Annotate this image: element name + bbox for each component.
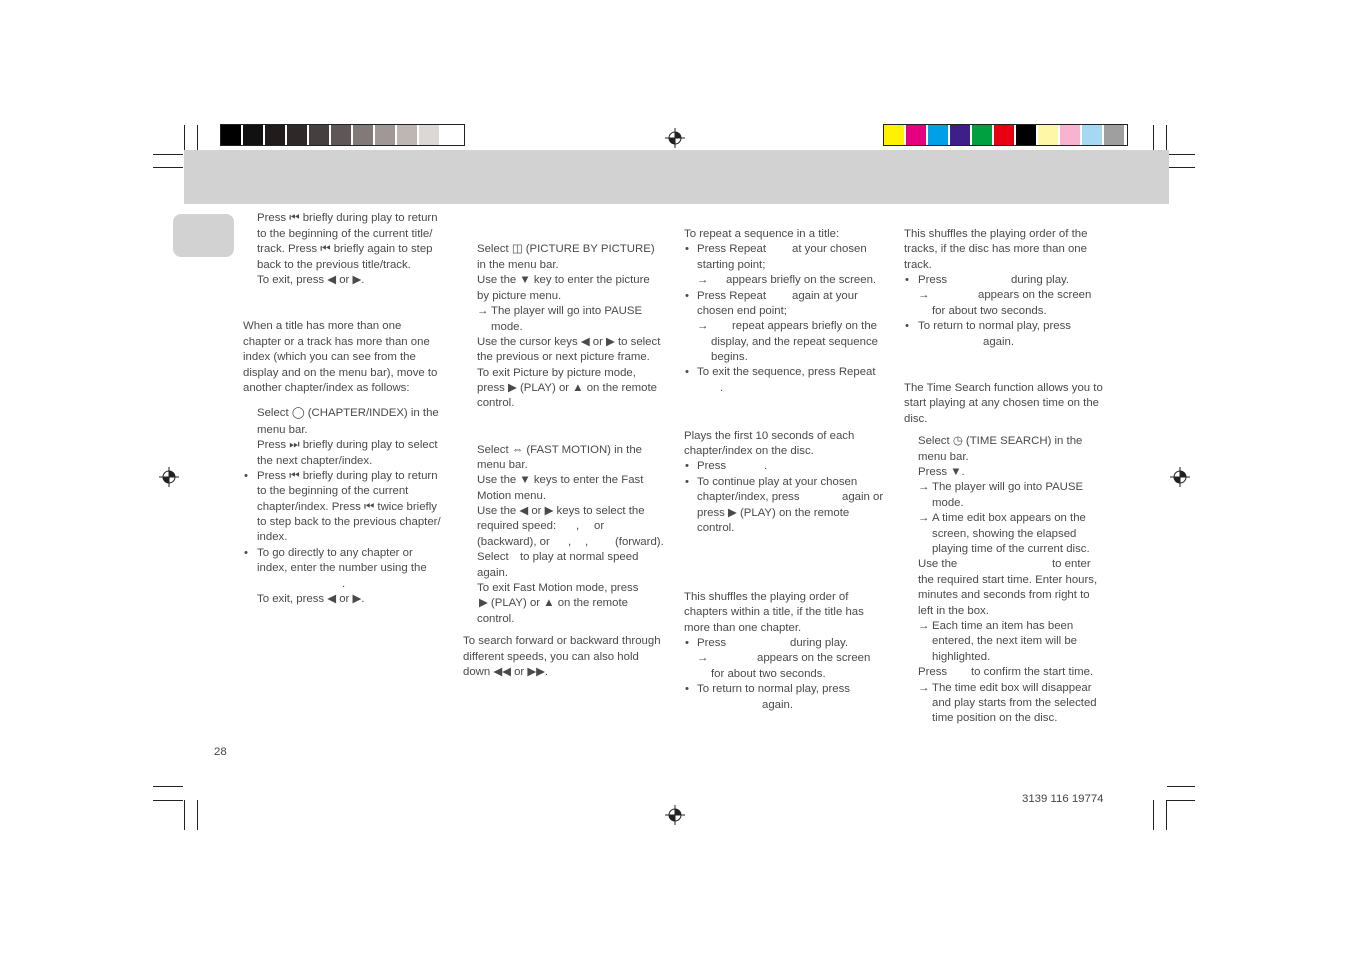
document-code: 3139 116 19774	[1022, 793, 1104, 805]
crop-mark	[153, 154, 183, 155]
crop-mark	[1153, 800, 1154, 830]
bullet: •	[685, 243, 689, 255]
text-line: Press	[697, 637, 727, 649]
text-line: Press Repeat	[697, 290, 767, 302]
registration-mark-icon	[159, 467, 179, 487]
text-line: To exit, press ◀ or ▶.	[257, 274, 365, 286]
text-line: again or	[842, 491, 884, 503]
text-line: the previous or next picture frame.	[477, 351, 650, 363]
text-line: display and on the menu bar), move to	[243, 367, 438, 379]
color-swatch	[1060, 125, 1080, 145]
text-line: .	[720, 382, 724, 394]
text-line: entered, the next item will be	[932, 635, 1077, 647]
text-line: begins.	[711, 351, 748, 363]
text-line: highlighted.	[932, 651, 991, 663]
text-line: (forward).	[615, 536, 664, 548]
text-line: Press ⏭ briefly during play to select	[257, 439, 438, 451]
text-line: menu bar.	[257, 424, 308, 436]
text-line: appears on the screen	[978, 289, 1092, 301]
text-line: Press	[918, 666, 948, 678]
bullet: •	[244, 547, 248, 559]
text-line: to play at normal speed	[520, 551, 639, 563]
color-swatch	[1016, 125, 1036, 145]
text-line: The time edit box will disappear	[932, 682, 1092, 694]
text-line: ,	[576, 520, 580, 532]
text-line: to the beginning of the current	[257, 485, 409, 497]
color-swatch	[906, 125, 926, 145]
text-line: for about two seconds.	[932, 305, 1047, 317]
text-line: mode.	[491, 321, 523, 333]
text-line: another chapter/index as follows:	[243, 382, 410, 394]
bullet: •	[685, 366, 689, 378]
text-line: Each time an item has been	[932, 620, 1074, 632]
text-line: Press ▼.	[918, 466, 965, 478]
text-line: press ▶ (PLAY) or ▲ on the remote	[477, 382, 657, 394]
text-line: to step back to the previous chapter/	[257, 516, 441, 528]
bullet: •	[685, 637, 689, 649]
text-line: more than one chapter.	[684, 622, 802, 634]
bullet: •	[905, 320, 909, 332]
text-line: during play.	[1011, 274, 1070, 286]
text-line: Use the ▼ keys to enter the Fast	[477, 474, 644, 486]
arrow-icon: →	[918, 289, 930, 301]
text-line: Motion menu.	[477, 490, 547, 502]
arrow-icon: →	[697, 652, 709, 664]
color-swatch	[994, 125, 1014, 145]
text-line: different speeds, you can also hold	[463, 651, 639, 663]
registration-mark-icon	[665, 128, 685, 148]
text-line: To return to normal play, press	[918, 320, 1071, 332]
text-line: track. Press ⏮ briefly again to step	[257, 243, 433, 255]
color-swatch	[287, 125, 307, 145]
text-line: to the beginning of the current title/	[257, 228, 433, 240]
text-line: repeat appears briefly on the	[732, 320, 878, 332]
arrow-icon: →	[918, 512, 930, 524]
text-line: menu bar.	[918, 451, 969, 463]
color-swatch	[441, 125, 461, 145]
text-line: tracks, if the disc has more than one	[904, 243, 1087, 255]
text-line: Select ◫ (PICTURE BY PICTURE)	[477, 243, 655, 255]
text-line: again at your	[792, 290, 858, 302]
color-swatch	[1038, 125, 1058, 145]
text-line: screen, showing the elapsed	[932, 528, 1077, 540]
language-tab	[173, 214, 234, 257]
color-swatch	[972, 125, 992, 145]
arrow-icon: →	[918, 620, 930, 632]
text-line: To exit Fast Motion mode, press	[477, 582, 639, 594]
crop-mark	[184, 800, 185, 830]
text-line: left in the box.	[918, 605, 989, 617]
color-swatch	[1104, 125, 1124, 145]
text-line: by picture menu.	[477, 290, 562, 302]
crop-mark	[1167, 167, 1195, 168]
arrow-icon: →	[918, 481, 930, 493]
text-line: appears on the screen	[757, 652, 871, 664]
text-line: to confirm the start time.	[971, 666, 1094, 678]
crop-mark	[153, 800, 183, 801]
text-line: Press	[697, 460, 727, 472]
text-line: display, and the repeat sequence	[711, 336, 878, 348]
text-line: ▶ (PLAY) or ▲ on the remote	[479, 597, 628, 609]
text-line: the next chapter/index.	[257, 455, 373, 467]
header-band	[184, 150, 1169, 204]
color-swatch	[928, 125, 948, 145]
text-line: chapters within a title, if the title has	[684, 606, 864, 618]
bullet: •	[685, 290, 689, 302]
text-line: Use the cursor keys ◀ or ▶ to select	[477, 336, 661, 348]
bullet: •	[905, 274, 909, 286]
text-line: control.	[477, 613, 515, 625]
bullet: •	[685, 476, 689, 488]
text-line: To repeat a sequence in a title:	[684, 228, 840, 240]
text-line: to enter	[1052, 558, 1091, 570]
text-line: Select ⇔ (FAST MOTION) in the	[477, 444, 642, 456]
crop-mark	[1167, 786, 1195, 787]
text-line: at your chosen	[792, 243, 867, 255]
text-line: index (which you can see from the	[243, 351, 416, 363]
bullet: •	[685, 460, 689, 472]
text-line: chapter/index, press	[697, 491, 800, 503]
arrow-icon: →	[477, 305, 489, 317]
text-line: required speed:	[477, 520, 557, 532]
text-line: appears briefly on the screen.	[726, 274, 877, 286]
text-line: chapter or a track has more than one	[243, 336, 430, 348]
color-swatch	[353, 125, 373, 145]
color-swatch	[331, 125, 351, 145]
text-line: To search forward or backward through	[463, 635, 661, 647]
registration-mark-icon	[1170, 467, 1190, 487]
text-line: the required start time. Enter hours,	[918, 574, 1098, 586]
text-line: When a title has more than one	[243, 320, 402, 332]
color-swatch	[265, 125, 285, 145]
text-line: This shuffles the playing order of	[684, 591, 849, 603]
text-line: The player will go into PAUSE	[491, 305, 643, 317]
bullet: •	[244, 470, 248, 482]
text-line: Select	[477, 551, 509, 563]
color-swatch	[397, 125, 417, 145]
text-line: track.	[904, 259, 932, 271]
arrow-icon: →	[697, 274, 709, 286]
arrow-icon: →	[697, 320, 709, 332]
text-line: again.	[477, 567, 509, 579]
text-line: (backward), or	[477, 536, 550, 548]
text-line: disc.	[904, 413, 928, 425]
text-line: back to the previous title/track.	[257, 259, 411, 271]
color-swatch	[375, 125, 395, 145]
text-line: To exit the sequence, press Repeat	[697, 366, 876, 378]
text-line: ,	[585, 536, 589, 548]
text-line: A time edit box appears on the	[932, 512, 1086, 524]
page-number: 28	[214, 746, 227, 758]
text-line: minutes and seconds from right to	[918, 589, 1090, 601]
text-line: To exit, press ◀ or ▶.	[257, 593, 365, 605]
text-line: control.	[697, 522, 735, 534]
text-line: playing time of the current disc.	[932, 543, 1090, 555]
text-line: .	[764, 460, 768, 472]
text-line: control.	[477, 397, 515, 409]
registration-mark-icon	[665, 805, 685, 825]
color-swatch	[419, 125, 439, 145]
text-line: Press ⏮ briefly during play to return	[257, 212, 438, 224]
text-line: Press ⏮ briefly during play to return	[257, 470, 438, 482]
text-line: Use the ◀ or ▶ keys to select the	[477, 505, 645, 517]
text-line: This shuffles the playing order of the	[904, 228, 1088, 240]
crop-mark	[153, 167, 183, 168]
color-swatch	[884, 125, 904, 145]
color-swatch	[950, 125, 970, 145]
text-line: Use the ▼ key to enter the picture	[477, 274, 650, 286]
text-line: press ▶ (PLAY) on the remote	[697, 507, 850, 519]
color-swatch	[1082, 125, 1102, 145]
text-line: .	[342, 578, 346, 590]
text-line: Select ◷ (TIME SEARCH) in the	[918, 435, 1083, 447]
text-line: starting point;	[697, 259, 766, 271]
bullet: •	[685, 683, 689, 695]
text-line: To exit Picture by picture mode,	[477, 367, 636, 379]
crop-mark	[153, 786, 183, 787]
text-line: index, enter the number using the	[257, 562, 427, 574]
text-line: in the menu bar.	[477, 259, 559, 271]
text-line: chapter/index. Press ⏮ twice briefly	[257, 501, 437, 513]
text-line: for about two seconds.	[711, 668, 826, 680]
text-line: chosen end point;	[697, 305, 787, 317]
text-line: start playing at any chosen time on the	[904, 397, 1100, 409]
text-line: To return to normal play, press	[697, 683, 850, 695]
text-line: The player will go into PAUSE	[932, 481, 1084, 493]
crop-mark	[1166, 800, 1167, 830]
color-swatch	[243, 125, 263, 145]
color-swatch	[309, 125, 329, 145]
arrow-icon: →	[918, 682, 930, 694]
text-line: ,	[568, 536, 572, 548]
text-line: chapter/index on the disc.	[684, 445, 814, 457]
text-line: or	[594, 520, 605, 532]
color-swatch	[221, 125, 241, 145]
text-line: and play starts from the selected	[932, 697, 1097, 709]
text-line: again.	[762, 699, 794, 711]
text-line: down ◀◀ or ▶▶.	[463, 666, 549, 678]
crop-mark	[1167, 154, 1195, 155]
text-line: time position on the disc.	[932, 712, 1058, 724]
text-line: Use the	[918, 558, 958, 570]
text-line: Select ◯ (CHAPTER/INDEX) in the	[257, 407, 439, 419]
text-line: To go directly to any chapter or	[257, 547, 413, 559]
text-line: Plays the first 10 seconds of each	[684, 430, 855, 442]
crop-mark	[197, 800, 198, 830]
text-line: menu bar.	[477, 459, 528, 471]
text-line: index.	[257, 531, 288, 543]
text-line: The Time Search function allows you to	[904, 382, 1103, 394]
text-line: Press Repeat	[697, 243, 767, 255]
crop-mark	[1167, 800, 1195, 801]
text-line: again.	[983, 336, 1015, 348]
text-line: To continue play at your chosen	[697, 476, 858, 488]
text-line: mode.	[932, 497, 964, 509]
text-line: Press	[918, 274, 948, 286]
text-line: during play.	[790, 637, 849, 649]
